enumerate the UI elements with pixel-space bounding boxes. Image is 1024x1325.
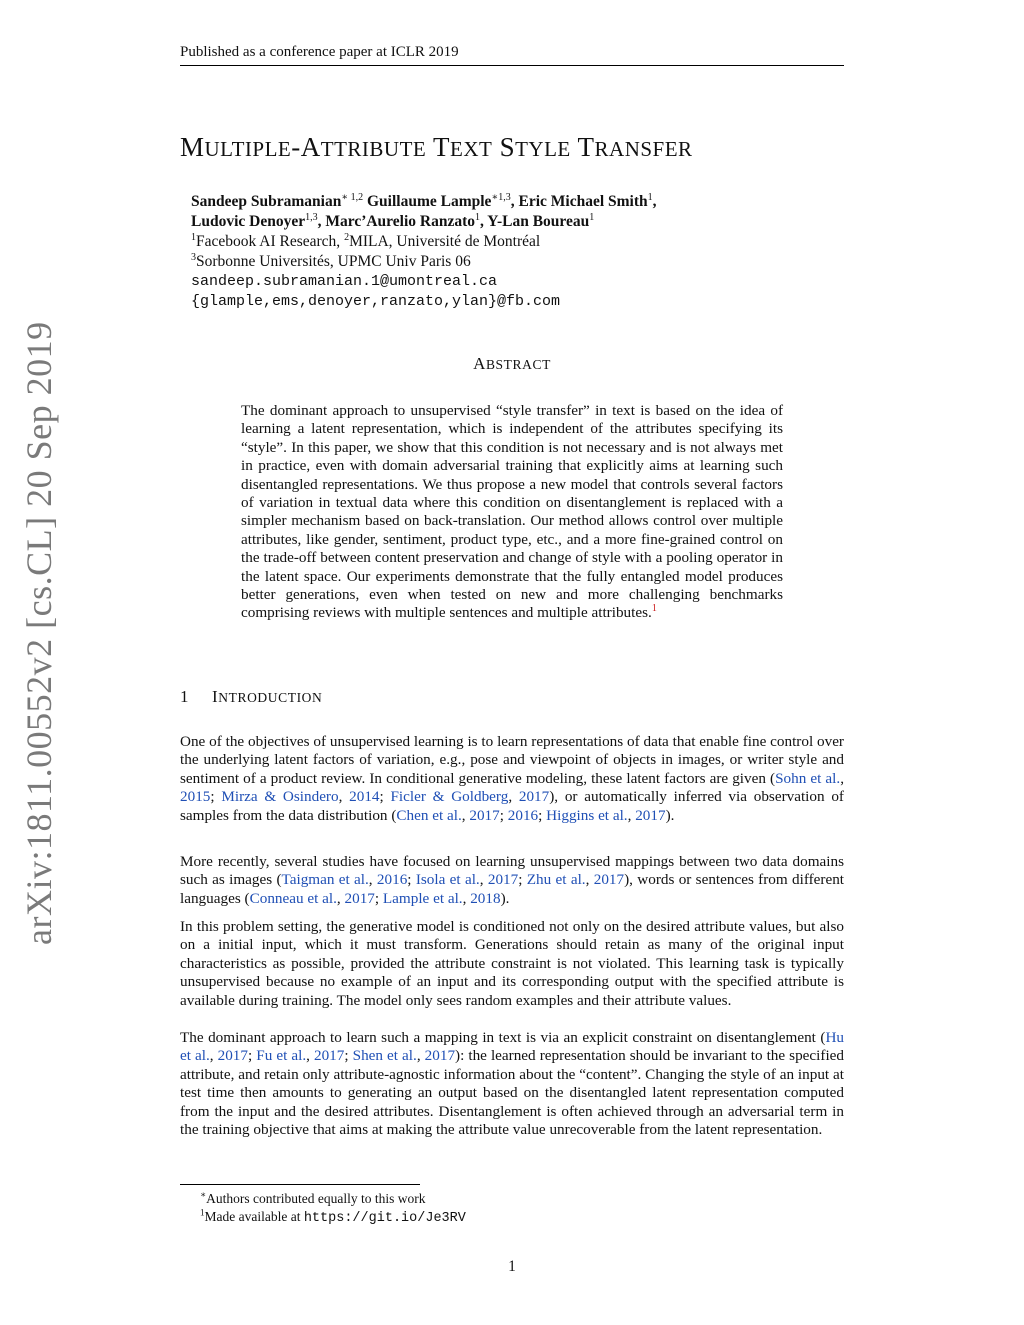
- intro-paragraph-2: More recently, several studies have focused on learning unsupervised mappings between two data domains such as images (Taigman et al., 2016; Isola et al., 2017; Zhu et al., 2017), words or sentences from different languages (Conneau et al., 2017; Lample et al., 2018).: [180, 853, 845, 907]
- citation-link[interactable]: 2016: [507, 806, 539, 824]
- author-name: Ludovic Denoyer: [191, 213, 306, 230]
- abstract-body: The dominant approach to unsupervised “style transfer” in text is based on the idea of learning a latent representation, which is independent of the attributes specifying its “style”. In this paper, we show that this condition is not necessary and is not always met in practice, even with domain adversarial training that explicitly aims at learning such disentangled representations. We thus propose a new model that controls several factors of variation in textual data where this condition on disentanglement is replaced with a simpler mechanism based on back-translation. Our method allows control over multiple attributes, like gender, sentiment, product type, etc., and a more fine-grained control on the trade-off between content preservation and change of style with a pooling operator in the latent space. Our experiments demonstrate that the fully entangled model produces better generations, even when tested on new and more challenging benchmarks comprising reviews with multiple sentences and multiple attributes.$^1$: [241, 402, 783, 622]
- citation-link[interactable]: 2017: [487, 871, 519, 889]
- footnote-2: $^1$Made available at https://git.io/Je3RV: [200, 1207, 466, 1226]
- email-1[interactable]: sandeep.subramanian.1@umontreal.ca: [191, 273, 498, 290]
- citation-link[interactable]: Taigman et al.: [281, 871, 369, 889]
- citation-link[interactable]: 2017: [593, 871, 625, 889]
- author-line-2: Ludovic Denoyer$^{1,3}$, Marc’Aurelio Ranzato$^1$, Y-Lan Boureau$^1$: [191, 211, 595, 230]
- footnotes: [200, 1190, 466, 1228]
- citation-link[interactable]: 2017: [344, 889, 375, 907]
- author-name: Guillaume Lample: [367, 193, 492, 210]
- affiliation-2: $^3$Sorbonne Universités, UPMC Univ Paris 06: [191, 251, 471, 270]
- author-name: Marc’Aurelio Ranzato: [325, 213, 476, 230]
- citation-link[interactable]: Fu et al.: [256, 1047, 307, 1065]
- citation-link[interactable]: 2017: [313, 1047, 345, 1065]
- intro-paragraph-1: One of the objectives of unsupervised learning is to learn representations of data that enable fine control over the underlying latent factors of variation, e.g., pose and viewpoint of objects in images, or writer style and sentiment of a product review. In conditional generative modeling, these latent factors are given (Sohn et al., 2015; Mirza & Osindero, 2014; Ficler & Goldberg, 2017), or automatically inferred via observation of samples from the data distribution (Chen et al., 2017; 2016; Higgins et al., 2017).: [180, 733, 844, 824]
- author-name: Eric Michael Smith: [518, 193, 648, 210]
- affiliation-1: $^1$Facebook AI Research, $^2$MILA, Université de Montréal: [191, 231, 541, 250]
- paper-title: MULTIPLE-ATTRIBUTE TEXT STYLE TRANSFER: [180, 132, 693, 162]
- section-heading-introduction: 1 INTRODUCTION: [180, 687, 323, 706]
- citation-link[interactable]: Lample et al.: [382, 889, 463, 907]
- citation-link[interactable]: 2017: [469, 806, 500, 824]
- author-block: [191, 192, 657, 312]
- citation-link[interactable]: Higgins et al.: [546, 806, 628, 824]
- header-rule: [180, 65, 844, 66]
- arxiv-stamp: arXiv:1811.00552v2 [cs.CL] 20 Sep 2019: [19, 321, 59, 945]
- citation-link[interactable]: 2017: [635, 806, 666, 824]
- footnote-1: ∗Authors contributed equally to this work: [200, 1189, 426, 1206]
- running-header: Published as a conference paper at ICLR 2019: [180, 44, 459, 60]
- abstract-heading: ABSTRACT: [473, 354, 551, 373]
- intro-paragraph-3: In this problem setting, the generative model is conditioned not only on the desired attribute values, but also on a initial input, which it must transform. Generations should retain as many of the original input characteristics as possible, provided the attribute constraint is not violated. This learning task is typically unsupervised because no example of an input and its corresponding output with the specified attribute is available during training. The model only sees random examples and their attribute values.: [180, 918, 844, 1009]
- citation-link[interactable]: Chen et al.: [396, 806, 462, 824]
- author-name: Sandeep Subramanian: [191, 193, 342, 210]
- citation-link[interactable]: Isola et al.: [415, 871, 480, 889]
- footnote-ref[interactable]: 1: [651, 603, 657, 615]
- citation-link[interactable]: Conneau et al.: [249, 889, 337, 907]
- author-line-1: Sandeep Subramanian$^{∗ 1,2}$ Guillaume Lample$^{∗1,3}$, Eric Michael Smith$^1$,: [191, 191, 657, 210]
- citation-link[interactable]: 2018: [470, 889, 501, 907]
- citation-link[interactable]: 2016: [376, 871, 408, 889]
- author-name: Y-Lan Boureau: [487, 213, 590, 230]
- citation-link[interactable]: 2017: [424, 1047, 456, 1065]
- email-2[interactable]: {glample,ems,denoyer,ranzato,ylan}@fb.com: [191, 293, 561, 310]
- footnote-url[interactable]: https://git.io/Je3RV: [303, 1211, 466, 1226]
- citation-link[interactable]: 2017: [518, 788, 550, 806]
- page-number: 1: [508, 1258, 516, 1275]
- citation-link[interactable]: Mirza & Osindero: [221, 788, 339, 806]
- footnote-rule: [180, 1184, 420, 1185]
- citation-link[interactable]: 2014: [349, 788, 380, 806]
- citation-link[interactable]: Hu et al.: [180, 1029, 844, 1065]
- citation-link[interactable]: 2015: [180, 788, 211, 806]
- citation-link[interactable]: Ficler & Goldberg: [390, 788, 509, 806]
- citation-link[interactable]: Zhu et al.: [526, 871, 586, 889]
- intro-paragraph-4: The dominant approach to learn such a mapping in text is via an explicit constraint on disentanglement (Hu et al., 2017; Fu et al., 2017; Shen et al., 2017): the learned representation should be invariant to the specified attribute, and retain only attribute-agnostic information about the “content”. Changing the style of an input at test time then amounts to generating an output based on the disentangled latent representation computed from the input and the desired attributes. Disentanglement is often achieved through an adversarial term in the training objective that aims at making the attribute value unrecoverable from the latent representation.: [180, 1029, 844, 1139]
- citation-link[interactable]: Sohn et al.: [775, 769, 841, 787]
- citation-link[interactable]: Shen et al.: [352, 1047, 417, 1065]
- citation-link[interactable]: 2017: [217, 1047, 248, 1065]
